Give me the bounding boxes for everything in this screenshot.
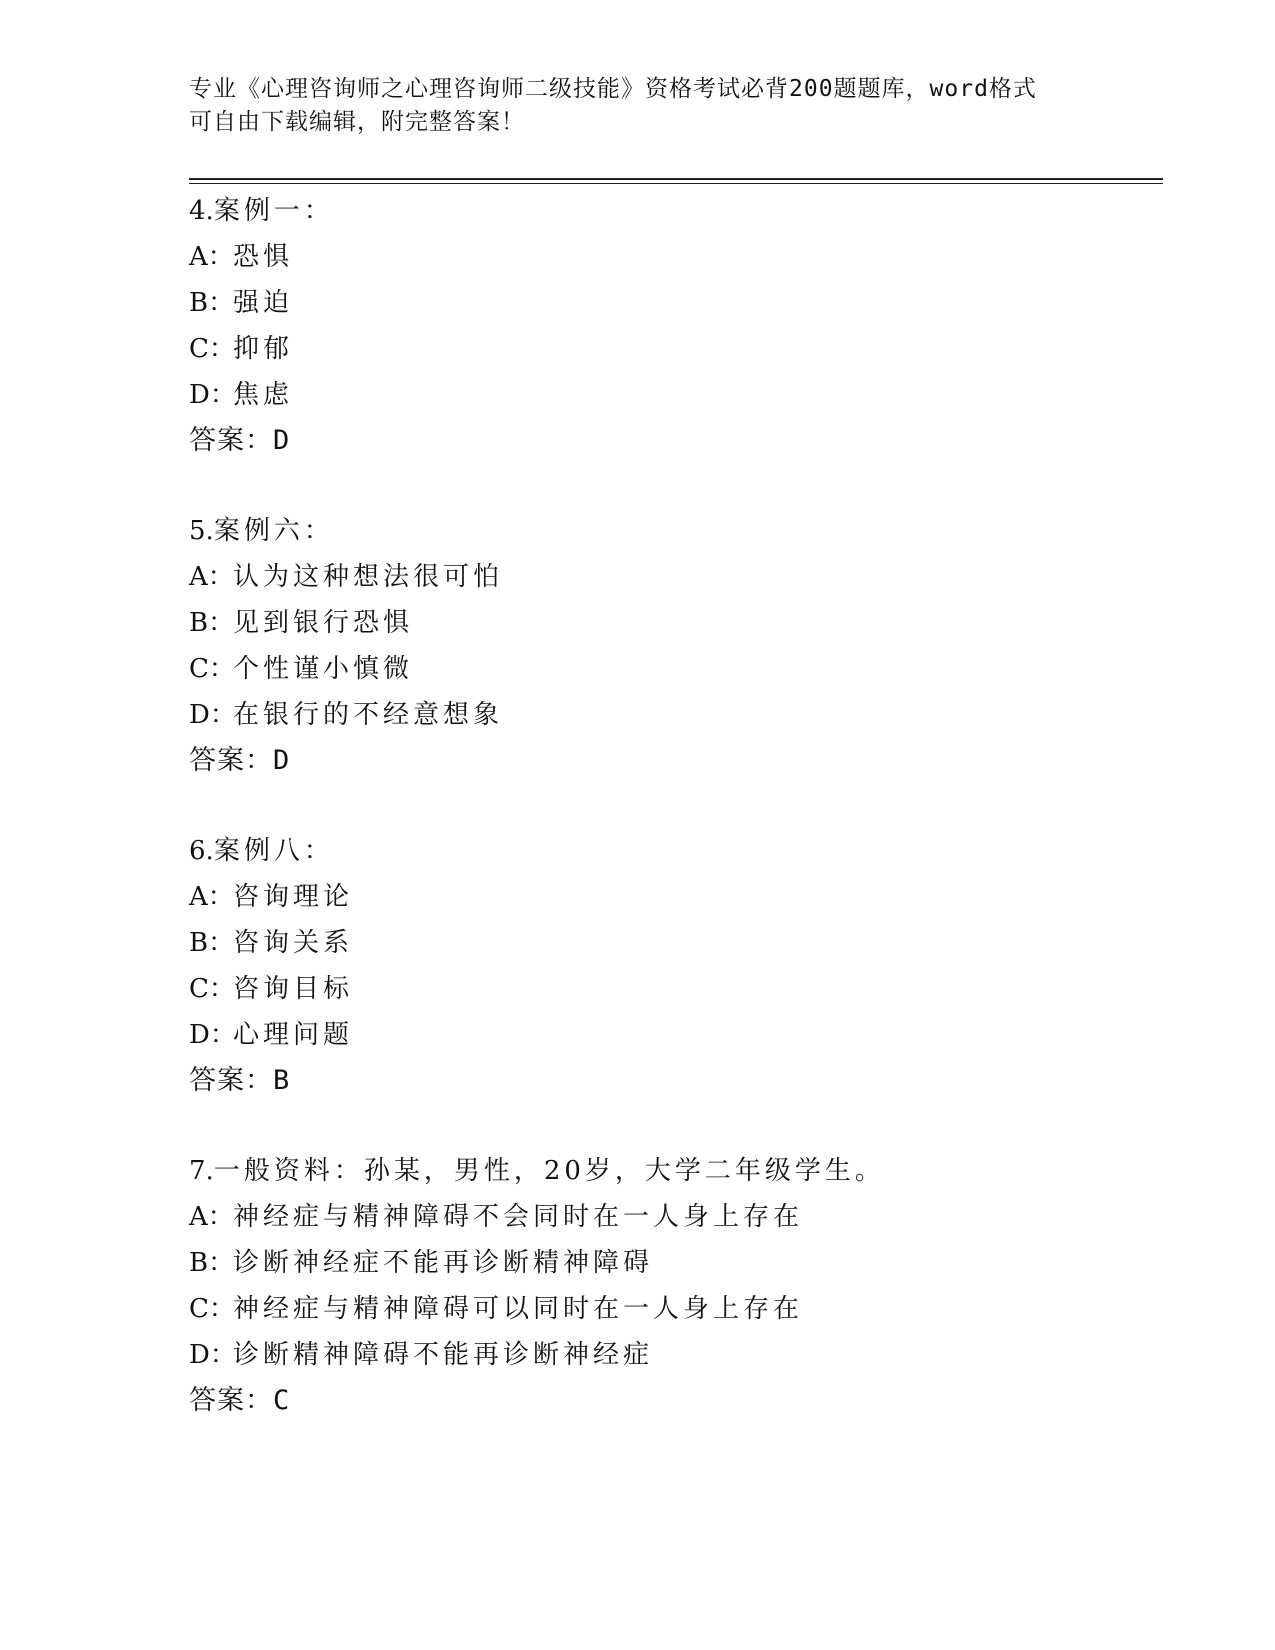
option-text: 诊断神经症不能再诊断精神障碍 [233,1248,654,1278]
question-title [189,1148,1189,1194]
option-d [189,372,1189,418]
question-title [189,828,1189,874]
answer-label: 答案： [189,1385,273,1416]
question-block [189,828,1189,1104]
option-a [189,554,1189,600]
answer-label: 答案： [189,1065,273,1096]
option-a [189,1194,1189,1240]
answer-line [189,738,1189,784]
question-title [189,508,1189,554]
answer-value: C [273,1385,291,1416]
option-label: A： [189,882,234,912]
option-d [189,1012,1189,1058]
answer-value: B [273,1065,291,1096]
option-text: 强迫 [233,288,294,318]
answer-line [189,418,1189,464]
option-c [189,966,1189,1012]
option-text: 焦虑 [233,380,294,410]
option-text: 抑郁 [233,334,294,364]
option-label: B： [189,928,235,958]
option-c [189,326,1189,372]
option-a [189,874,1189,920]
question-number: 7. [189,1156,214,1186]
option-b [189,280,1189,326]
option-label: D： [189,1340,236,1370]
option-text: 咨询目标 [233,974,354,1004]
question-block [189,508,1189,784]
answer-label: 答案： [189,745,273,776]
question-block [189,188,1189,464]
question-text: 一般资料：孙某，男性，20岁，大学二年级学生。 [213,1156,885,1186]
answer-value: D [273,425,291,456]
option-a [189,234,1189,280]
header-line-2: 可自由下载编辑，附完整答案！ [189,109,525,135]
option-label: C： [189,334,235,364]
option-label: A： [189,562,234,592]
option-label: D： [189,380,236,410]
option-text: 认为这种想法很可怕 [233,562,504,592]
option-text: 见到银行恐惧 [233,608,414,638]
option-text: 咨询关系 [233,928,354,958]
option-c [189,1286,1189,1332]
option-text: 诊断精神障碍不能再诊断神经症 [233,1340,654,1370]
option-label: B： [189,608,235,638]
option-label: D： [189,700,236,730]
option-label: C： [189,1294,235,1324]
question-title [189,188,1189,234]
question-block [189,1148,1189,1424]
option-label: D： [189,1020,236,1050]
option-b [189,1240,1189,1286]
option-label: B： [189,1248,235,1278]
option-label: A： [189,242,234,272]
header-divider-thin [189,183,1163,184]
question-number: 6. [189,836,214,866]
answer-line [189,1058,1189,1104]
option-c [189,646,1189,692]
header-line-1: 专业《心理咨询师之心理咨询师二级技能》资格考试必背200题题库，word格式 [189,76,1037,102]
option-text: 个性谨小慎微 [233,654,414,684]
option-label: C： [189,654,235,684]
header-divider-thick [189,178,1163,180]
answer-line [189,1378,1189,1424]
option-b [189,920,1189,966]
answer-value: D [273,745,291,776]
question-number: 4. [189,196,214,226]
option-label: C： [189,974,235,1004]
option-text: 神经症与精神障碍不会同时在一人身上存在 [233,1202,804,1232]
question-text: 案例八： [213,836,334,866]
option-text: 心理问题 [233,1020,354,1050]
option-text: 咨询理论 [233,882,354,912]
question-text: 案例六： [213,516,334,546]
option-d [189,1332,1189,1378]
option-label: B： [189,288,235,318]
option-text: 恐惧 [233,242,294,272]
option-d [189,692,1189,738]
answer-label: 答案： [189,425,273,456]
option-text: 神经症与精神障碍可以同时在一人身上存在 [233,1294,804,1324]
document-header [189,73,1089,139]
option-text: 在银行的不经意想象 [233,700,504,730]
option-b [189,600,1189,646]
question-number: 5. [189,516,214,546]
question-text: 案例一： [213,196,334,226]
option-label: A： [189,1202,234,1232]
